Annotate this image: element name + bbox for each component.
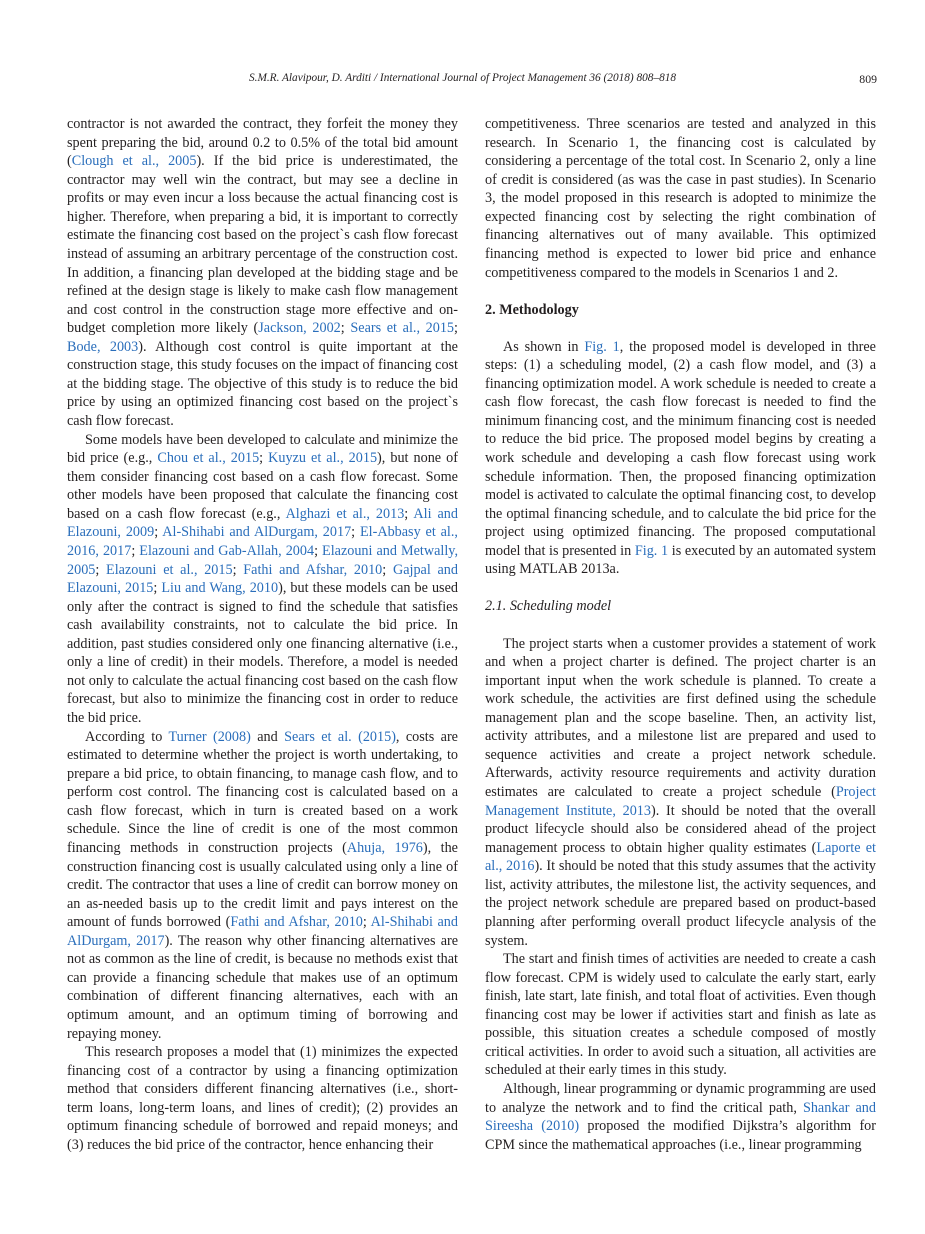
text-run: The project starts when a customer provides a statement of work and when a project charter is defined. The project charter is an important input when the work schedule is planned. To create a work schedule, the activities are first defined using the schedule management plan and the scope baseline. Then, an activity list, activity attributes, and a milestone list are prepared and used to sequence activities and create a project network schedule. Afterwards, activity resource requirements and activity duration estimates are calculated to create a project schedule (	[485, 635, 876, 800]
text-run: ;	[340, 320, 351, 337]
text-run: ;	[362, 914, 371, 931]
citation-link[interactable]: Al-Shihabi and AlDurgam, 2017	[67, 914, 458, 949]
citation-link[interactable]: Bode, 2003	[67, 338, 139, 355]
text-run: ). It should be noted that this study assumes that the activity list, activity attributes, the milestone list, the activity sequences, and the project network schedule are prepared based on product-based planning after performing overall product lifecycle analysis of the system.	[485, 858, 876, 949]
text-run: ;	[232, 561, 244, 578]
citation-link[interactable]: Turner (2008)	[168, 728, 251, 745]
citation-link[interactable]: El-Abbasy et al., 2016, 2017	[67, 524, 458, 559]
paragraph	[67, 728, 458, 1044]
citation-link[interactable]: Alghazi et al., 2013	[285, 505, 405, 522]
text-run: ;	[382, 561, 393, 578]
citation-link[interactable]: Ahuja, 1976	[346, 839, 423, 856]
text-run: Some models have been developed to calculate and minimize the bid price (e.g.,	[67, 431, 458, 467]
citation-link[interactable]: Project Management Institute, 2013	[485, 784, 876, 819]
left-column	[67, 115, 458, 1155]
paragraph	[485, 1080, 876, 1154]
paragraph	[485, 635, 876, 951]
text-run: ). The reason why other financing alternatives are not as common as the line of credit, is because no methods exist that can provide a financing schedule that makes use of an optimum combination of different financing alternatives, each with an optimum amount, and an optimum timing of borrowing and repaying money.	[67, 932, 459, 1042]
page-number: 809	[859, 72, 877, 86]
paragraph	[67, 115, 458, 431]
text-run: , costs are estimated to determine whether the project is worth undertaking, to prepare a bid price, to obtain financing, to manage cash flow, and to perform cost control. The financing cost is calculated based on a cash flow forecast, which in turn is created based on a work schedule. Since the line of credit is one of the most common financing methods in construction projects (	[67, 728, 458, 856]
text-run: ;	[153, 580, 162, 597]
right-column	[485, 115, 876, 1154]
paragraph: This research proposes a model that (1) minimizes the expected financing cost of a contractor by using a financing optimization method that considers different financing alternatives (i.e., short-term loans, long-term loans, and lines of credit); (2) provides an optimum financing schedule of borrowed and repaid moneys; and (3) reduces the bid price of the contractor, hence enhancing their	[67, 1044, 458, 1153]
running-header: S.M.R. Alavipour, D. Arditi / International Journal of Project Management 36 (2018) 808–818	[248, 72, 677, 84]
text-run: ), but these models can be used only after the contract is signed to find the schedule that satisfies cash availability constraints, not to calculate the bid price. In addition, past studies considered only one financing alternative (i.e., only a line of credit) in their models. Therefore, a model is needed not only to calculate the actual financing cost based on the cash flow forecast, but also to minimize the financing cost in order to reduce the bid price.	[67, 580, 458, 726]
text-run: contractor is not awarded the contract, they forfeit the money they spent preparing the bid, around 0.2 to 0.5% of the total bid amount (	[67, 116, 458, 170]
citation-link[interactable]: Shankar and Sireesha (2010)	[485, 1099, 876, 1135]
section-heading: 2. Methodology	[485, 302, 579, 319]
text-run: ;	[351, 524, 360, 541]
citation-link[interactable]: Gajpal and Elazouni, 2015	[67, 561, 458, 597]
text-run: , the proposed model is developed in three steps: (1) a scheduling model, (2) a cash flow model, and (3) a financing optimization model. A work schedule is needed to create a cash flow forecast, the cash flow forecast is needed to find the minimum financing cost, and the minimum financing cost is needed to reduce the bid price. The proposed model begins by creating a work schedule and developing a cash flow forecast using work schedule information. Then, the proposed financing optimization model is activated to calculate the optimal financing cost, to develop the optimal financing schedule, and to calculate the bid price for the project using optimized financing. The proposed computational model that is presented in	[485, 338, 876, 559]
citation-link[interactable]: Kuyzu et al., 2015	[268, 450, 378, 467]
citation-link[interactable]: Sears et al., 2015	[350, 320, 455, 337]
citation-link[interactable]: Elazouni and Gab-Allah, 2004	[139, 542, 315, 559]
citation-link[interactable]: Chou et al., 2015	[157, 450, 260, 467]
text-run: According to	[85, 728, 169, 745]
citation-link[interactable]: Elazouni and Metwally, 2005	[67, 542, 458, 578]
citation-link[interactable]: Ali and Elazouni, 2009	[67, 505, 458, 541]
text-run: ;	[259, 450, 269, 467]
text-run: ), but none of them consider financing cost based on a cash flow forecast. Some other models have been proposed that calculate the financing cost based on a cash flow forecast (e.g.,	[67, 450, 458, 522]
paragraph: competitiveness. Three scenarios are tested and analyzed in this research. In Scenario 1, the financing cost is calculated by considering a percentage of the total cost. In Scenario 2, only a line of credit is considered (as was the case in past studies). In Scenario 3, the model proposed in this research is adopted to minimize the expected financing cost by selecting the right combination of financing alternatives out of many available. This optimized financing method is expected to lower bid price and enhance competitiveness compared to the models in Scenarios 1 and 2.	[485, 116, 876, 281]
text-run: ). Although cost control is quite important at the construction stage, this study focuses on the impact of financing cost at the bidding stage. The objective of this study is to reduce the bid price by using an optimized financing cost based on the project`s cash flow forecast.	[67, 338, 458, 429]
citation-link[interactable]: Laporte et al., 2016	[485, 839, 877, 875]
text-run: ). If the bid price is underestimated, the contractor may well win the contract, but may see a decline in profits or may even incur a loss because the actual financing cost is higher. Therefore, when preparing a bid, it is important to correctly estimate the financing cost based on the project`s cash flow forecast instead of assuming an arbitrary percentage of the construction cost. In addition, a financing plan developed at the bidding stage and be refined at the design stage is likely to make cash flow management and cost control in the construction stage more effective and on-budget completion more likely (	[67, 153, 458, 337]
figure-link[interactable]: Fig. 1	[634, 542, 669, 559]
citation-link[interactable]: Jackson, 2002	[258, 320, 341, 337]
text-run: Although, linear programming or dynamic programming are used to analyze the network and to find the critical path,	[485, 1081, 876, 1116]
text-run: ;	[154, 524, 163, 541]
citation-link[interactable]: Al-Shihabi and AlDurgam, 2017	[162, 524, 352, 541]
text-run: ;	[314, 542, 323, 559]
figure-link[interactable]: Fig. 1	[584, 338, 620, 355]
text-run: and	[250, 728, 285, 745]
text-run: ), the construction financing cost is usually calculated using only a line of credit. The contractor that uses a line of credit can borrow money on an as-needed basis up to the credit limit and pays interest on the amount of funds borrowed (	[67, 839, 458, 931]
text-run: ;	[404, 505, 414, 522]
citation-link[interactable]: Sears et al. (2015)	[284, 728, 396, 745]
citation-link[interactable]: Clough et al., 2005	[71, 153, 197, 170]
subsection-heading: 2.1. Scheduling model	[485, 597, 612, 614]
text-run: As shown in	[503, 338, 585, 355]
paragraph: The start and finish times of activities are needed to create a cash flow forecast. CPM is widely used to calculate the early start, early finish, late start, late finish, and total float of activities. Even though financing cost may be lower if activities start and finish as late as possible, this situation creates a schedule composed of mostly critical activities. In order to avoid such a situation, all activities are scheduled at their early times in this study.	[485, 951, 876, 1079]
text-run: ;	[131, 542, 140, 559]
text-run: ). It should be noted that the overall product lifecycle should also be considered ahead of the project management process to obtain higher quality estimates (	[485, 802, 876, 856]
text-run: ;	[454, 320, 458, 337]
text-run: is executed by an automated system using MATLAB 2013a.	[485, 542, 876, 578]
citation-link[interactable]: Fathi and Afshar, 2010	[243, 561, 383, 578]
paragraph	[485, 338, 876, 579]
citation-link[interactable]: Liu and Wang, 2010	[161, 580, 279, 597]
citation-link[interactable]: Fathi and Afshar, 2010	[230, 914, 363, 931]
text-run: proposed the modified Dijkstra’s algorithm for CPM since the mathematical approaches (i.e., linear programming	[485, 1118, 876, 1153]
text-run: ;	[95, 561, 107, 578]
paragraph	[67, 431, 458, 728]
citation-link[interactable]: Elazouni et al., 2015	[106, 561, 233, 578]
